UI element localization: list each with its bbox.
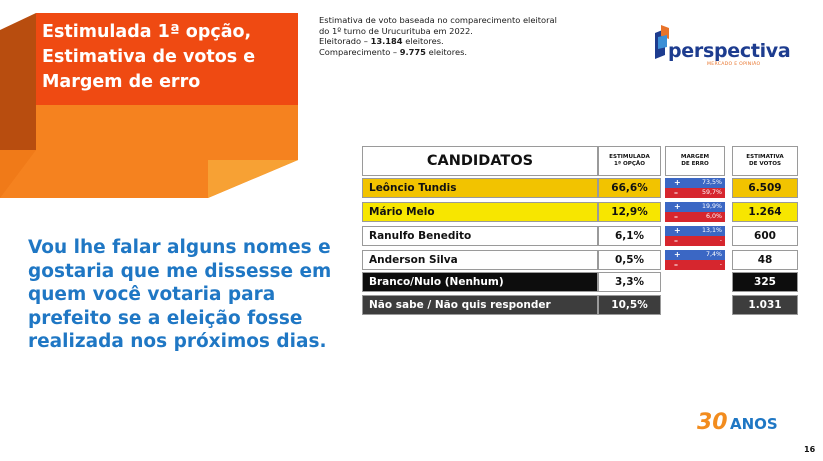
candidate-name: Leôncio Tundis [362,178,598,198]
estimate-info-line: Estimativa de voto baseada no comparecimento eleitoral do 1º turno de Urucurituba em 2022. [319,15,557,36]
margin-upper [665,250,725,260]
error-margin-cell [665,178,725,198]
margin-lower-value: - [719,261,722,268]
survey-question: Vou lhe falar alguns nomes e gostaria que me dissesse em quem você votaria para prefeito se a eleição fosse realizada nos próximos dias. [28,237,332,353]
error-margin-cell [665,226,725,246]
margin-lower-value: 59,7% [701,189,722,196]
header-error-margin: MARGEM DE ERRO [665,146,725,176]
estimate-info [319,15,559,57]
vote-estimate: 48 [732,250,798,270]
anniversary-badge [697,410,789,440]
candidate-name: Ranulfo Benedito [362,226,598,246]
candidate-percentage: 0,5% [598,250,661,270]
electorate-value: 13.184 [370,36,403,46]
margin-upper [665,202,725,212]
minus-sign: – [674,236,678,245]
perspectiva-logo [653,25,793,71]
margin-upper-value: 13,1% [701,227,722,234]
turnout-line [319,47,559,58]
minus-sign: – [674,260,678,269]
header-stimulated-first-choice: ESTIMULADA 1ª OPÇÃO [598,146,661,176]
candidate-name: Anderson Silva [362,250,598,270]
vote-estimate: 1.031 [732,295,798,315]
turnout-unit: eleitores. [425,46,468,57]
anniversary-number: 30 [697,410,728,435]
error-margin-cell [665,250,725,270]
electorate-line [319,36,559,47]
margin-upper-value: 7,4% [706,251,722,258]
margin-lower [665,260,725,270]
candidate-percentage: 6,1% [598,226,661,246]
vote-estimate: 600 [732,226,798,246]
electorate-unit: eleitores. [402,36,444,46]
vote-estimate: 1.264 [732,202,798,222]
plus-sign: + [674,250,681,259]
margin-upper-value: 19,9% [701,203,722,210]
logo-tagline: MERCADO E OPINIÃO [707,62,761,67]
header-candidates: CANDIDATOS [362,146,598,176]
candidate-percentage: 66,6% [598,178,661,198]
margin-lower [665,212,725,222]
candidate-percentage: 10,5% [598,295,661,315]
margin-lower [665,188,725,198]
margin-lower [665,236,725,246]
margin-lower-value: - [719,237,722,244]
candidate-name: Mário Melo [362,202,598,222]
plus-sign: + [674,178,681,187]
error-margin-cell [665,202,725,222]
header-vote-estimate: ESTIMATIVA DE VOTOS [732,146,798,176]
margin-upper [665,178,725,188]
vote-estimate: 325 [732,272,798,292]
margin-lower-value: 6,0% [706,213,722,220]
logo-wordmark: perspectiva [668,40,791,62]
minus-sign: – [674,212,678,221]
candidate-percentage: 12,9% [598,202,661,222]
candidate-name: Não sabe / Não quis responder [362,295,598,315]
anniversary-word: ANOS [730,415,778,433]
margin-upper-value: 73,5% [701,179,722,186]
plus-sign: + [674,226,681,235]
vote-estimate: 6.509 [732,178,798,198]
margin-upper [665,226,725,236]
electorate-label: Eleitorado – [319,36,371,46]
page-number: 16 [804,445,816,454]
candidate-percentage: 3,3% [598,272,661,292]
slide-title: Estimulada 1ª opção, Estimativa de votos e Margem de erro [42,22,256,92]
turnout-value: 9.775 [399,46,426,57]
minus-sign: – [674,188,678,197]
plus-sign: + [674,202,681,211]
candidate-name: Branco/Nulo (Nenhum) [362,272,598,292]
turnout-label: Comparecimento – [319,46,400,57]
